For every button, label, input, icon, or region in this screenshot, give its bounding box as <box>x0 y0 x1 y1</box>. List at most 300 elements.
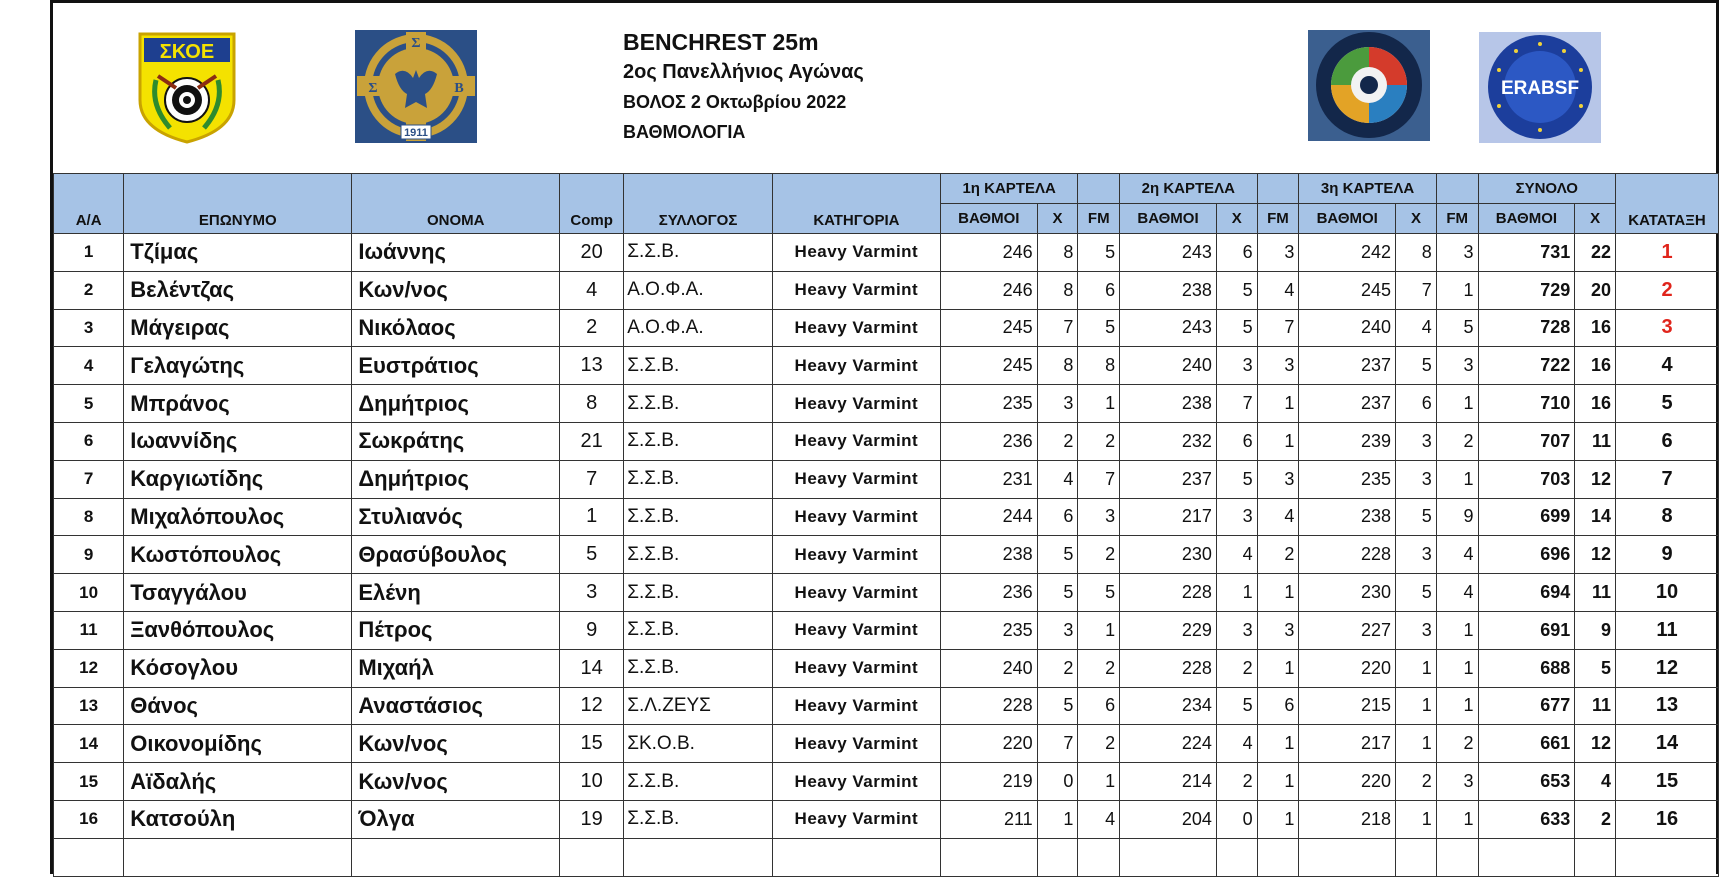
cell-card1-x: 0 <box>1037 763 1078 801</box>
cell-card2-points: 217 <box>1120 498 1217 536</box>
cell-card3-x: 1 <box>1396 687 1437 725</box>
cell-name: Νικόλαος <box>352 309 560 347</box>
cell-name: Σωκράτης <box>352 422 560 460</box>
cell-card3-fm: 3 <box>1436 763 1478 801</box>
col-header-surname: ΕΠΩΝΥΜΟ <box>124 174 352 234</box>
col-header-card3-points: ΒΑΘΜΟΙ <box>1299 204 1396 234</box>
cell-card2-fm: 3 <box>1257 460 1299 498</box>
cell-card2-points: 240 <box>1120 347 1217 385</box>
col-header-rank: ΚΑΤΑΤΑΞΗ <box>1616 174 1719 234</box>
col-header-total-points: ΒΑΘΜΟΙ <box>1478 204 1575 234</box>
group-header-card1: 1η ΚΑΡΤΕΛΑ <box>940 174 1077 204</box>
cell-card2-fm: 6 <box>1257 687 1299 725</box>
cell-total-points: 688 <box>1478 649 1575 687</box>
cell-total-x: 16 <box>1575 309 1616 347</box>
cell-comp: 8 <box>560 385 624 423</box>
cell-surname: Βελέντζας <box>124 271 352 309</box>
cell-total-points-empty <box>1478 838 1575 876</box>
cell-name: Ιωάννης <box>352 234 560 272</box>
cell-club: Σ.Σ.Β. <box>624 422 773 460</box>
cell-total-x: 14 <box>1575 498 1616 536</box>
cell-name: Κων/νος <box>352 271 560 309</box>
cell-card1-x: 8 <box>1037 271 1078 309</box>
cell-card1-fm: 5 <box>1078 234 1120 272</box>
cell-card1-points: 246 <box>940 271 1037 309</box>
cell-card1-points: 246 <box>940 234 1037 272</box>
group-header-spacer-2 <box>1257 174 1299 204</box>
cell-rank: 11 <box>1616 611 1719 649</box>
table-row <box>54 347 1719 385</box>
cell-card1-fm: 7 <box>1078 460 1120 498</box>
document-type: ΒΑΘΜΟΛΟΓΙΑ <box>623 122 746 142</box>
cell-card1-fm-empty <box>1078 838 1120 876</box>
cell-total-points: 731 <box>1478 234 1575 272</box>
cell-card2-points-empty <box>1120 838 1217 876</box>
cell-rank: 4 <box>1616 347 1719 385</box>
col-header-aa: Α/Α <box>54 174 124 234</box>
results-table-body <box>54 234 1719 877</box>
cell-card3-x: 1 <box>1396 649 1437 687</box>
skoe-logo <box>136 30 238 145</box>
cell-name: Θρασύβουλος <box>352 536 560 574</box>
cell-surname: Κατσούλη <box>124 800 352 838</box>
cell-card2-points: 238 <box>1120 385 1217 423</box>
cell-card1-x: 4 <box>1037 460 1078 498</box>
cell-comp-empty <box>560 838 624 876</box>
cell-total-x: 22 <box>1575 234 1616 272</box>
cell-card3-fm: 1 <box>1436 687 1478 725</box>
cell-card3-x: 3 <box>1396 536 1437 574</box>
cell-card2-fm: 4 <box>1257 271 1299 309</box>
table-row <box>54 611 1719 649</box>
cell-aa-empty <box>54 838 124 876</box>
cell-name: Μιχαήλ <box>352 649 560 687</box>
cell-aa: 1 <box>54 234 124 272</box>
cell-card1-x: 7 <box>1037 725 1078 763</box>
col-header-category: ΚΑΤΗΓΟΡΙΑ <box>772 174 940 234</box>
cell-card1-fm: 6 <box>1078 271 1120 309</box>
cell-card3-fm: 1 <box>1436 649 1478 687</box>
cell-aa: 6 <box>54 422 124 460</box>
col-header-card1-x: X <box>1037 204 1078 234</box>
cell-card3-x: 4 <box>1396 309 1437 347</box>
cell-comp: 9 <box>560 611 624 649</box>
cell-card3-fm: 3 <box>1436 347 1478 385</box>
cell-aa: 14 <box>54 725 124 763</box>
cell-aa: 3 <box>54 309 124 347</box>
cell-card3-fm: 4 <box>1436 574 1478 612</box>
cell-club: Σ.Σ.Β. <box>624 460 773 498</box>
cell-aa: 11 <box>54 611 124 649</box>
cell-total-x: 11 <box>1575 687 1616 725</box>
table-row <box>54 725 1719 763</box>
cell-aa: 7 <box>54 460 124 498</box>
cell-card1-x: 6 <box>1037 498 1078 536</box>
cell-total-x: 2 <box>1575 800 1616 838</box>
cell-card1-points: 245 <box>940 347 1037 385</box>
cell-surname: Τσαγγάλου <box>124 574 352 612</box>
group-header-total: ΣΥΝΟΛΟ <box>1478 174 1615 204</box>
cell-card3-points: 239 <box>1299 422 1396 460</box>
cell-club: Α.Ο.Φ.Α. <box>624 309 773 347</box>
col-header-card3-x: X <box>1396 204 1437 234</box>
cell-name-empty <box>352 838 560 876</box>
cell-rank: 9 <box>1616 536 1719 574</box>
cell-category: Heavy Varmint <box>772 687 940 725</box>
cell-comp: 21 <box>560 422 624 460</box>
cell-card3-fm: 1 <box>1436 385 1478 423</box>
cell-rank: 8 <box>1616 498 1719 536</box>
cell-card2-fm: 3 <box>1257 347 1299 385</box>
cell-card3-x: 3 <box>1396 422 1437 460</box>
cell-card1-x: 7 <box>1037 309 1078 347</box>
cell-surname: Μάγειρας <box>124 309 352 347</box>
cell-rank: 14 <box>1616 725 1719 763</box>
cell-total-x-empty <box>1575 838 1616 876</box>
cell-card1-x: 5 <box>1037 536 1078 574</box>
cell-total-x: 4 <box>1575 763 1616 801</box>
group-header-spacer-1 <box>1078 174 1120 204</box>
document-header <box>53 3 1716 176</box>
cell-total-x: 5 <box>1575 649 1616 687</box>
cell-surname: Κόσογλου <box>124 649 352 687</box>
cell-total-x: 11 <box>1575 574 1616 612</box>
cell-category: Heavy Varmint <box>772 347 940 385</box>
cell-total-points: 707 <box>1478 422 1575 460</box>
cell-comp: 15 <box>560 725 624 763</box>
group-header-card2: 2η ΚΑΡΤΕΛΑ <box>1120 174 1257 204</box>
cell-card1-points: 244 <box>940 498 1037 536</box>
cell-rank-empty <box>1616 838 1719 876</box>
cell-name: Στυλιανός <box>352 498 560 536</box>
cell-card1-x-empty <box>1037 838 1078 876</box>
cell-card1-x: 3 <box>1037 385 1078 423</box>
cell-total-points: 722 <box>1478 347 1575 385</box>
cell-comp: 2 <box>560 309 624 347</box>
cell-total-x: 12 <box>1575 536 1616 574</box>
cell-aa: 10 <box>54 574 124 612</box>
cell-card1-fm: 1 <box>1078 763 1120 801</box>
cell-rank: 16 <box>1616 800 1719 838</box>
page-title: BENCHREST 25m <box>623 29 819 55</box>
cell-card2-fm: 4 <box>1257 498 1299 536</box>
cell-aa: 5 <box>54 385 124 423</box>
cell-card2-x: 2 <box>1216 763 1257 801</box>
col-header-card3-fm: FM <box>1436 204 1478 234</box>
cell-card2-x: 5 <box>1216 460 1257 498</box>
skoe-logo-text: ΣΚΟΕ <box>159 41 215 63</box>
col-header-comp: Comp <box>560 174 624 234</box>
cell-category: Heavy Varmint <box>772 611 940 649</box>
cell-card2-x: 4 <box>1216 536 1257 574</box>
table-row <box>54 498 1719 536</box>
cell-category: Heavy Varmint <box>772 800 940 838</box>
table-row <box>54 460 1719 498</box>
col-header-card2-x: X <box>1216 204 1257 234</box>
cell-comp: 13 <box>560 347 624 385</box>
cell-category: Heavy Varmint <box>772 385 940 423</box>
cell-card2-fm: 1 <box>1257 385 1299 423</box>
cell-card3-fm: 2 <box>1436 422 1478 460</box>
cell-card3-x: 1 <box>1396 800 1437 838</box>
cell-card1-points: 211 <box>940 800 1037 838</box>
cell-name: Κων/νος <box>352 763 560 801</box>
cell-surname: Θάνος <box>124 687 352 725</box>
cell-card1-x: 3 <box>1037 611 1078 649</box>
cell-card1-points: 245 <box>940 309 1037 347</box>
cell-card2-points: 234 <box>1120 687 1217 725</box>
cell-card1-x: 1 <box>1037 800 1078 838</box>
cell-club: Σ.Σ.Β. <box>624 498 773 536</box>
cell-card3-x: 1 <box>1396 725 1437 763</box>
cell-card2-points: 229 <box>1120 611 1217 649</box>
cell-name: Δημήτριος <box>352 385 560 423</box>
cell-card1-fm: 1 <box>1078 385 1120 423</box>
cell-category: Heavy Varmint <box>772 234 940 272</box>
cell-card1-x: 2 <box>1037 422 1078 460</box>
cell-total-points: 694 <box>1478 574 1575 612</box>
cell-surname: Ιωαννίδης <box>124 422 352 460</box>
col-header-card2-fm: FM <box>1257 204 1299 234</box>
cell-card3-fm: 5 <box>1436 309 1478 347</box>
cell-card3-points: 220 <box>1299 763 1396 801</box>
cell-card1-fm: 2 <box>1078 649 1120 687</box>
results-table <box>53 173 1719 877</box>
cell-card2-fm: 1 <box>1257 725 1299 763</box>
col-header-total-x: X <box>1575 204 1616 234</box>
cell-card1-fm: 5 <box>1078 574 1120 612</box>
cell-category: Heavy Varmint <box>772 498 940 536</box>
table-group-header-row <box>54 174 1719 204</box>
cell-name: Κων/νος <box>352 725 560 763</box>
cell-rank: 7 <box>1616 460 1719 498</box>
cell-rank: 6 <box>1616 422 1719 460</box>
cell-surname: Κωστόπουλος <box>124 536 352 574</box>
cell-club: Σ.Σ.Β. <box>624 536 773 574</box>
table-row <box>54 763 1719 801</box>
cell-club: Σ.Σ.Β. <box>624 347 773 385</box>
cell-card3-points: 245 <box>1299 271 1396 309</box>
cell-total-points: 633 <box>1478 800 1575 838</box>
col-header-club: ΣΥΛΛΟΓΟΣ <box>624 174 773 234</box>
cell-rank: 5 <box>1616 385 1719 423</box>
cell-total-points: 710 <box>1478 385 1575 423</box>
cell-card3-fm: 1 <box>1436 460 1478 498</box>
cell-club: Σ.Σ.Β. <box>624 649 773 687</box>
cell-card3-fm: 3 <box>1436 234 1478 272</box>
cell-total-x: 11 <box>1575 422 1616 460</box>
cell-card1-points: 219 <box>940 763 1037 801</box>
cell-comp: 5 <box>560 536 624 574</box>
table-row <box>54 422 1719 460</box>
cell-card2-x: 2 <box>1216 649 1257 687</box>
cell-card2-x: 0 <box>1216 800 1257 838</box>
cell-card1-points: 220 <box>940 725 1037 763</box>
cell-rank: 15 <box>1616 763 1719 801</box>
cell-total-points: 677 <box>1478 687 1575 725</box>
cell-club: Σ.Σ.Β. <box>624 763 773 801</box>
cell-card3-fm: 2 <box>1436 725 1478 763</box>
cell-card2-points: 243 <box>1120 309 1217 347</box>
cell-surname: Οικονομίδης <box>124 725 352 763</box>
cell-card2-fm: 3 <box>1257 611 1299 649</box>
cell-card2-x: 3 <box>1216 347 1257 385</box>
cell-card1-fm: 5 <box>1078 309 1120 347</box>
cell-card2-points: 214 <box>1120 763 1217 801</box>
cell-card1-points-empty <box>940 838 1037 876</box>
cell-card1-x: 8 <box>1037 234 1078 272</box>
cell-card3-points: 227 <box>1299 611 1396 649</box>
cell-club: Α.Ο.Φ.Α. <box>624 271 773 309</box>
cell-card3-fm: 1 <box>1436 271 1478 309</box>
cell-card3-fm: 1 <box>1436 800 1478 838</box>
table-row <box>54 234 1719 272</box>
cell-comp: 1 <box>560 498 624 536</box>
cell-card3-x: 6 <box>1396 385 1437 423</box>
cell-card3-x: 8 <box>1396 234 1437 272</box>
cell-surname: Γελαγώτης <box>124 347 352 385</box>
cell-club: Σ.Σ.Β. <box>624 800 773 838</box>
cell-card3-points: 215 <box>1299 687 1396 725</box>
cell-card2-points: 230 <box>1120 536 1217 574</box>
cell-card2-x: 7 <box>1216 385 1257 423</box>
cell-category: Heavy Varmint <box>772 309 940 347</box>
cell-card2-points: 204 <box>1120 800 1217 838</box>
cell-rank: 12 <box>1616 649 1719 687</box>
cell-club: Σ.Λ.ΖΕΥΣ <box>624 687 773 725</box>
cell-card3-fm: 4 <box>1436 536 1478 574</box>
cell-card2-x: 5 <box>1216 309 1257 347</box>
cell-card2-x: 1 <box>1216 574 1257 612</box>
cell-card3-points: 237 <box>1299 347 1396 385</box>
emblem-letter-left: Σ <box>368 81 378 96</box>
cell-club: Σ.Σ.Β. <box>624 385 773 423</box>
table-row <box>54 649 1719 687</box>
cell-card3-fm: 1 <box>1436 611 1478 649</box>
cell-card1-fm: 4 <box>1078 800 1120 838</box>
cell-card1-x: 5 <box>1037 574 1078 612</box>
cell-category: Heavy Varmint <box>772 536 940 574</box>
cell-card2-points: 243 <box>1120 234 1217 272</box>
cell-card1-points: 231 <box>940 460 1037 498</box>
group-header-spacer-3 <box>1436 174 1478 204</box>
cell-aa: 4 <box>54 347 124 385</box>
cell-category: Heavy Varmint <box>772 725 940 763</box>
table-row <box>54 800 1719 838</box>
cell-card2-x: 5 <box>1216 271 1257 309</box>
cell-name: Δημήτριος <box>352 460 560 498</box>
cell-surname: Καργιωτίδης <box>124 460 352 498</box>
cell-total-x: 20 <box>1575 271 1616 309</box>
cell-card3-x: 3 <box>1396 611 1437 649</box>
cell-card1-points: 240 <box>940 649 1037 687</box>
cell-comp: 14 <box>560 649 624 687</box>
cell-card3-x: 5 <box>1396 498 1437 536</box>
cell-card2-fm: 1 <box>1257 649 1299 687</box>
cell-card1-fm: 2 <box>1078 536 1120 574</box>
table-row <box>54 574 1719 612</box>
cell-card2-x: 6 <box>1216 422 1257 460</box>
cell-card3-x: 2 <box>1396 763 1437 801</box>
cell-card3-points: 237 <box>1299 385 1396 423</box>
cell-rank: 1 <box>1616 234 1719 272</box>
cell-card3-points: 240 <box>1299 309 1396 347</box>
cell-name: Όλγα <box>352 800 560 838</box>
cell-total-points: 653 <box>1478 763 1575 801</box>
cell-name: Ευστράτιος <box>352 347 560 385</box>
cell-rank: 3 <box>1616 309 1719 347</box>
cell-card2-fm: 7 <box>1257 309 1299 347</box>
cell-rank: 13 <box>1616 687 1719 725</box>
cell-card3-points: 235 <box>1299 460 1396 498</box>
cell-comp: 4 <box>560 271 624 309</box>
cell-aa: 8 <box>54 498 124 536</box>
cell-total-x: 16 <box>1575 385 1616 423</box>
cell-total-points: 691 <box>1478 611 1575 649</box>
table-row-empty <box>54 838 1719 876</box>
cell-card3-x: 5 <box>1396 574 1437 612</box>
cell-card2-fm: 3 <box>1257 234 1299 272</box>
cell-aa: 16 <box>54 800 124 838</box>
cell-total-points: 661 <box>1478 725 1575 763</box>
cell-name: Αναστάσιος <box>352 687 560 725</box>
cell-category: Heavy Varmint <box>772 649 940 687</box>
cell-card1-x: 8 <box>1037 347 1078 385</box>
cell-card3-x: 3 <box>1396 460 1437 498</box>
cell-category: Heavy Varmint <box>772 460 940 498</box>
cell-card2-fm: 1 <box>1257 800 1299 838</box>
col-header-card1-points: ΒΑΘΜΟΙ <box>940 204 1037 234</box>
cell-card3-x-empty <box>1396 838 1437 876</box>
cell-surname: Μιχαλόπουλος <box>124 498 352 536</box>
table-row <box>54 687 1719 725</box>
cell-card3-x: 7 <box>1396 271 1437 309</box>
cell-card3-points: 230 <box>1299 574 1396 612</box>
cell-total-x: 16 <box>1575 347 1616 385</box>
cell-card3-fm: 9 <box>1436 498 1478 536</box>
cell-card1-points: 235 <box>940 385 1037 423</box>
cell-comp: 10 <box>560 763 624 801</box>
group-header-card3: 3η ΚΑΡΤΕΛΑ <box>1299 174 1436 204</box>
cell-card3-x: 5 <box>1396 347 1437 385</box>
cell-total-x: 9 <box>1575 611 1616 649</box>
cell-card3-points: 218 <box>1299 800 1396 838</box>
cell-card1-fm: 6 <box>1078 687 1120 725</box>
cell-card2-x-empty <box>1216 838 1257 876</box>
cell-card2-x: 3 <box>1216 611 1257 649</box>
cell-card2-fm: 1 <box>1257 422 1299 460</box>
club-emblem-logo <box>355 30 477 143</box>
cell-card2-x: 3 <box>1216 498 1257 536</box>
table-row <box>54 309 1719 347</box>
cell-card1-points: 236 <box>940 422 1037 460</box>
cell-club: Σ.Σ.Β. <box>624 234 773 272</box>
cell-card2-points: 238 <box>1120 271 1217 309</box>
cell-category-empty <box>772 838 940 876</box>
cell-card3-points: 238 <box>1299 498 1396 536</box>
cell-card2-fm: 1 <box>1257 763 1299 801</box>
event-location-date: ΒΟΛΟΣ 2 Οκτωβρίου 2022 <box>623 92 847 112</box>
cell-club: ΣΚ.Ο.Β. <box>624 725 773 763</box>
cell-card3-points: 217 <box>1299 725 1396 763</box>
cell-category: Heavy Varmint <box>772 422 940 460</box>
cell-total-points: 699 <box>1478 498 1575 536</box>
cell-surname: Μπράνος <box>124 385 352 423</box>
cell-card1-x: 2 <box>1037 649 1078 687</box>
table-row <box>54 536 1719 574</box>
cell-total-x: 12 <box>1575 725 1616 763</box>
cell-total-points: 729 <box>1478 271 1575 309</box>
